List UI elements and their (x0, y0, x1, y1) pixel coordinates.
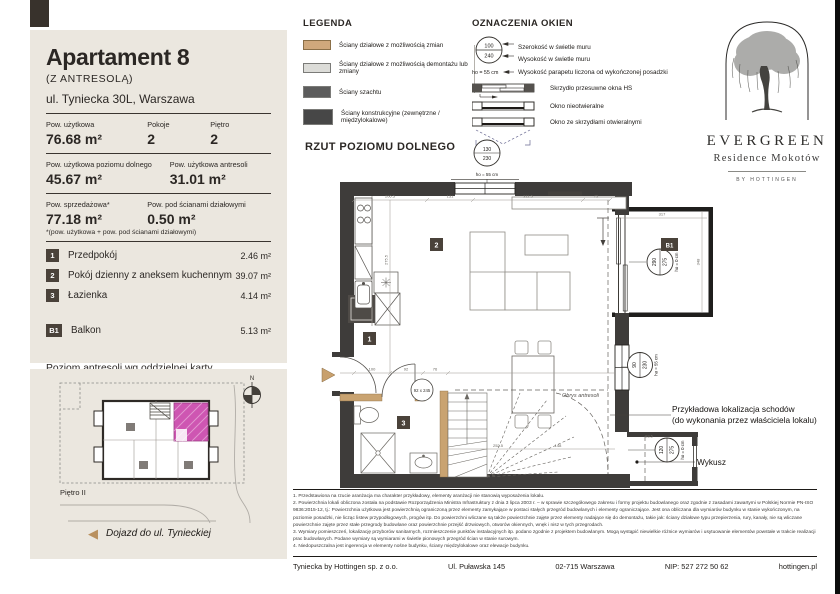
balcony-row: B1 Balkon 5.13 m² (46, 324, 271, 337)
room-row-2: 2 Pokój dzienny z aneksem kuchennym 39.07 m² (46, 269, 271, 282)
brand-subtitle: Residence Mokotów (713, 153, 821, 164)
svg-text:ho = 0 cm: ho = 0 cm (674, 252, 679, 272)
legend-item: Ściany konstrukcyjne (zewnętrzne / międzylokalowe) (303, 109, 473, 125)
svg-text:275: 275 (662, 257, 669, 267)
kitchen (355, 193, 400, 326)
stat-usable-area: Pow. użytkowa 76.68 m² (46, 120, 103, 147)
svg-text:230: 230 (482, 156, 492, 162)
room-number-badge: 2 (46, 269, 59, 282)
footer-street: Ul. Puławska 145 (447, 562, 506, 571)
svg-text:148: 148 (554, 443, 562, 448)
door-size-circle (411, 379, 433, 401)
stat-sale-area: Pow. sprzedażowa* 77.18 m² (46, 200, 110, 227)
tv-console (512, 197, 626, 209)
living-room-furniture (470, 192, 626, 429)
apartment-subtitle: (Z ANTRESOLĄ) (46, 73, 134, 85)
bay-annotation: Wykusz (697, 457, 726, 467)
svg-text:348: 348 (695, 258, 701, 266)
stairs (448, 393, 574, 477)
svg-text:B1: B1 (665, 243, 674, 250)
svg-text:311.5: 311.5 (523, 193, 533, 199)
fixed-window-glyph (472, 102, 534, 110)
svg-text:2: 2 (434, 242, 439, 250)
footer-city: 02-715 Warszawa (555, 562, 615, 571)
sill-height-label: ho = 55 cm (472, 70, 499, 76)
logo-tree-icon (712, 14, 822, 122)
doors (340, 357, 415, 397)
svg-text:275: 275 (669, 445, 676, 455)
svg-text:230: 230 (642, 360, 649, 370)
mezzanine-outline-label: Obrys antresoli (562, 393, 599, 399)
right-window (615, 345, 629, 390)
footnotes-divider (293, 489, 817, 490)
footer-website-link[interactable]: hottingen.pl (778, 562, 817, 571)
stat-partition-wall-area: Pow. pod ścianami działowymi 0.50 m² (147, 200, 246, 227)
stats-row-3 (46, 194, 271, 227)
svg-text:ho = 0 cm: ho = 0 cm (680, 440, 685, 460)
floor-label: Piętro II (60, 488, 86, 497)
bathroom-fixtures (354, 406, 437, 473)
brand-divider (728, 171, 806, 172)
svg-text:N: N (249, 376, 255, 382)
svg-text:252.5: 252.5 (492, 443, 504, 448)
stats-row-2 (46, 154, 271, 194)
svg-text:ho = 55 cm: ho = 55 cm (653, 354, 659, 376)
top-window (451, 180, 519, 195)
room-number-badge: 1 (46, 249, 59, 262)
highlighted-unit (174, 403, 208, 441)
hs-window-glyph (472, 84, 534, 99)
svg-text:130: 130 (482, 147, 492, 153)
swatch-partition-gray (303, 63, 331, 73)
stat-floor: Piętro 2 (210, 120, 230, 147)
svg-text:76: 76 (432, 366, 438, 372)
side-table (525, 235, 568, 255)
svg-text:1: 1 (367, 336, 372, 344)
svg-text:206.5: 206.5 (384, 193, 396, 199)
svg-text:93.5: 93.5 (645, 433, 653, 439)
page-edge-bar (835, 0, 840, 594)
svg-text:3: 3 (401, 420, 406, 428)
swatch-shaft (303, 86, 331, 98)
page-title: Apartament 8 (46, 44, 190, 70)
entrance-arrow-icon (322, 368, 335, 382)
footer-company: Tyniecka by Hottingen sp. z o.o. (293, 562, 398, 571)
legend-item: Ściany działowe z możliwością demontażu lub zmiany (303, 61, 473, 75)
room-row-1: 1 Przedpokój 2.46 m² (46, 249, 271, 262)
corner-tab (30, 0, 49, 27)
svg-text:290: 290 (652, 257, 658, 267)
legend-title: LEGENDA (303, 18, 353, 29)
swatch-structural (303, 109, 333, 125)
stats-row-1 (46, 114, 271, 154)
room-row-3: 3 Łazienka 4.14 m² (46, 289, 271, 302)
window-markings: OZNACZENIA OKIEN 100 240 ho = 55 cm Szerokość w świetle muru Wysokość w świetle muru Wysokość parapetu liczona od wykończonej posadzki Skrzydło przesuwne okna HS Okno nieotwieralne Okno ze skrzydłami otwieralnymi (472, 18, 704, 150)
left-arrow-icon: ◀ (88, 526, 98, 541)
top-window-spec (474, 140, 500, 183)
compass-icon (244, 376, 261, 408)
floor-plan (315, 136, 715, 488)
window-markings-title: OZNACZENIA OKIEN (472, 18, 574, 29)
asterisk-note: *(pow. użytkowa + pow. pod ścianami działowymi) (46, 229, 271, 242)
footer-nip: NIP: 527 272 50 62 (664, 562, 729, 571)
svg-text:275.5: 275.5 (383, 254, 389, 266)
brand-name: EVERGREEN (706, 133, 828, 149)
footer-divider (293, 556, 817, 557)
footnotes: 1. Przedstawiona na rzucie aranżacja ma charakter przykładowy, elementy aranżacji nie stanowią wyposażenia lokalu. 2. Powierzchnia lokali obliczona została na podstawie Rozporządzenia Ministra Infrastruktury z dnia 3 lipca 2003 r. – w sprawie szczegółowego zakresu i formy projektu budowlanego oraz zgodnie z zasadami zawartymi w Polskiej Normie PN-ISO 9836:2015-12, tj.: Powierzchnia użytkowa jest powierzchnią ograniczoną przez elementy zamykające w postaci stałych przegród budowlanych i elementy ograniczające. Jest ona obliczana dla wymiarów budynku w stanie wykończonym, na poziomie posadzki, nie licząc listew przypodłogowych, progów itp. Do powierzchni wliczane są także powierzchnie zajęte przez elementy nadające się do demontażu, takie jak: ściany działowe typu przepierzenia, rury, kanały, nie są wliczane powierzchnie zajęte przez stałe przegrody budowlane oraz powierzchnie przejść drzwiowych, otworów okiennych, wnęk i nisz w tych przegrodach. 3. Wymiary pomieszczeń, lokalizację przyborów sanitarnych, rozmieszczenie punktów instalacyjnych itp. podano zgodnie z projektem budowlanym. Mogą wystąpić niewielkie różnice wymiarów i usytuowanie elementów powstałe w trakcie realizacji prac budowlanych. Podane wymiary są wymiarami w świetle pionowych przegród ścian w stanie surowym. 4. Niedopuszczalna jest ingerencja w elementy nośne budynku, ściany międzylokalowe oraz elewacje budynku. (293, 494, 816, 550)
svg-text:120: 120 (659, 445, 665, 455)
entrance-door-arc (340, 357, 376, 393)
room-number-badge: 3 (46, 289, 59, 302)
svg-text:ho = 55 cm: ho = 55 cm (475, 172, 499, 177)
legend-item: Ściany działowe z możliwością zmian (303, 40, 473, 50)
site-minimap-panel (30, 369, 287, 559)
stat-mezzanine-area: Pow. użytkowa antresoli 31.01 m² (169, 160, 248, 187)
legend-item: Ściany szachtu (303, 86, 473, 98)
svg-text:90: 90 (632, 362, 638, 368)
svg-text:131: 131 (446, 193, 454, 199)
hs-balcony-door (615, 215, 629, 313)
bay-window-spec (628, 438, 685, 462)
svg-text:100: 100 (368, 366, 376, 372)
bathroom-door-arc (382, 364, 415, 397)
apartment-info-panel (30, 30, 287, 363)
window-size-circle (476, 37, 502, 63)
balcony-badge: B1 (46, 324, 62, 337)
tree-trunk (760, 66, 770, 110)
sofa (470, 232, 505, 310)
swatch-partition-tan (303, 40, 331, 50)
footer (293, 562, 817, 571)
access-direction: ◀ Dojazd do ul. Tynieckiej (88, 526, 211, 541)
svg-text:92: 92 (403, 366, 409, 372)
svg-text:92 x 245: 92 x 245 (413, 388, 431, 393)
toilet-bowl (360, 408, 379, 423)
leader-arrows (503, 43, 514, 74)
stat-lower-level-area: Pow. użytkowa poziomu dolnego 45.67 m² (46, 160, 152, 187)
svg-text:100: 100 (484, 43, 494, 50)
svg-text:75: 75 (593, 193, 599, 199)
hs-slide-arrow (597, 218, 609, 246)
apartment-address: ul. Tyniecka 30L, Warszawa (46, 92, 271, 114)
stairs-annotation: Przykładowa lokalizacja schodów (do wykonania przez właściciela lokalu) (672, 404, 817, 425)
tv (548, 192, 582, 196)
svg-text:240: 240 (484, 53, 494, 60)
balcony-window-spec (629, 249, 679, 275)
dining-table (512, 356, 554, 413)
site-minimap (38, 373, 280, 525)
plan-title: RZUT POZIOMU DOLNEGO (305, 141, 456, 153)
brand-byline: BY HOTTINGEN (736, 177, 798, 183)
brand-logo (700, 14, 834, 183)
stat-rooms: Pokoje 2 (147, 120, 170, 147)
legend (303, 18, 473, 125)
window-markings-symbols (472, 34, 704, 150)
svg-text:317: 317 (658, 211, 666, 217)
stair-core (150, 403, 170, 419)
